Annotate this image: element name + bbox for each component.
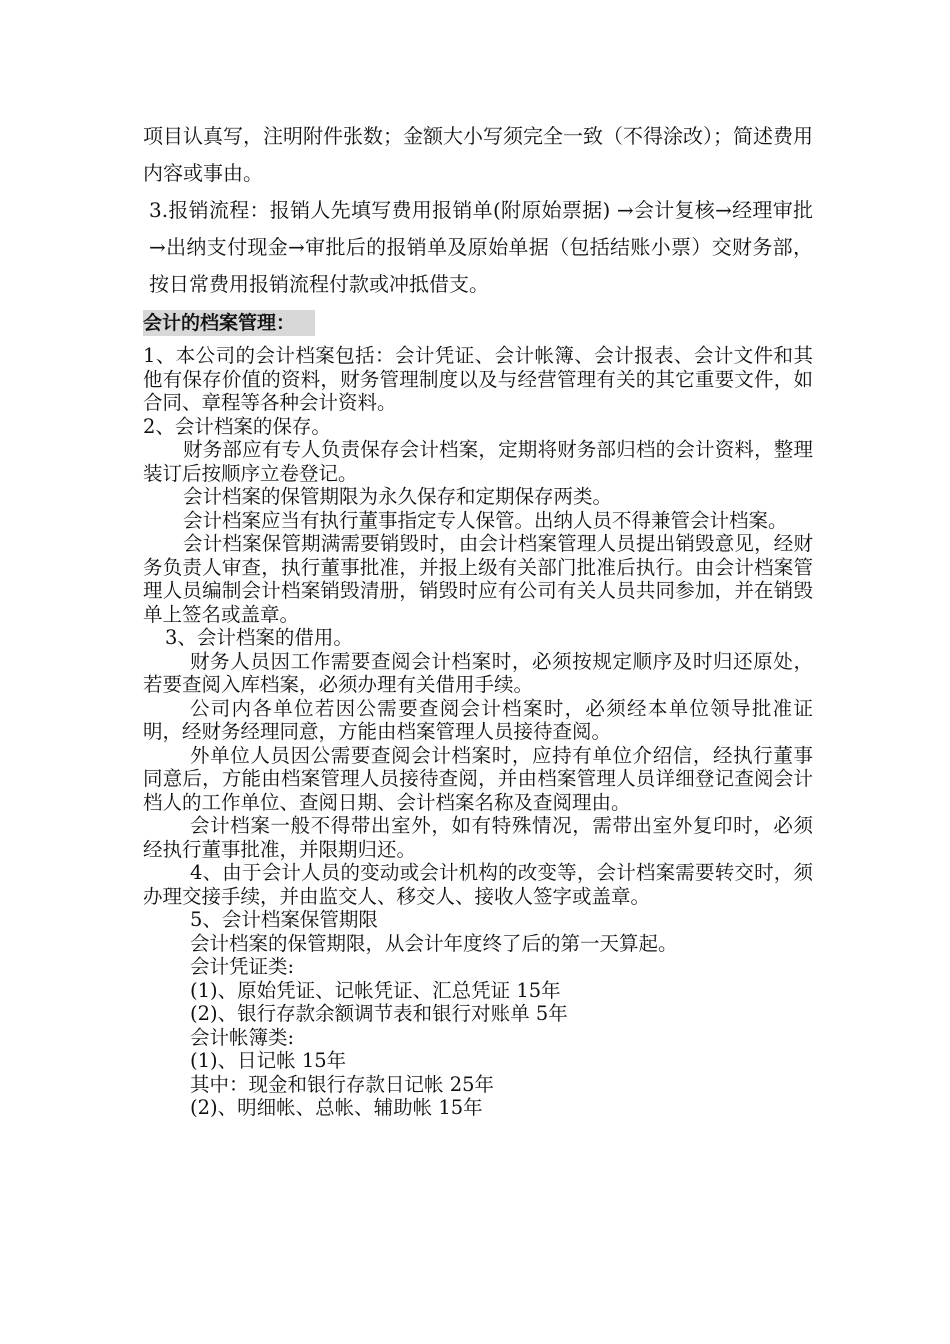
paragraph: 5、会计档案保管期限 bbox=[190, 908, 378, 931]
paragraph: 4、由于会计人员的变动或会计机构的改变等，会计档案需要转交时，须办理交接手续，并由监交人、移交人、接收人签字或盖章。 bbox=[143, 861, 813, 908]
paragraph: 项目认真写，注明附件张数；金额大小写须完全一致（不得涂改）；简述费用内容或事由。 bbox=[143, 124, 813, 185]
paragraph: 1、本公司的会计档案包括：会计凭证、会计帐簿、会计报表、会计文件和其他有保存价值的资料，财务管理制度以及与经营管理有关的其它重要文件，如合同、章程等各种会计资料。 bbox=[143, 344, 813, 414]
paragraph: 会计档案的保管期限为永久保存和定期保存两类。 bbox=[183, 485, 613, 508]
list-item: (2)、银行存款余额调节表和银行对账单 5年 bbox=[190, 1002, 568, 1025]
section-heading: 会计的档案管理： bbox=[143, 310, 315, 336]
paragraph: 会计帐簿类: bbox=[190, 1025, 295, 1049]
paragraph: 会计档案应当有执行董事指定专人保管。出纳人员不得兼管会计档案。 bbox=[183, 508, 788, 532]
paragraph: 会计档案的保管期限，从会计年度终了后的第一天算起。 bbox=[190, 931, 678, 955]
paragraph: 外单位人员因公需要查阅会计档案时，应持有单位介绍信，经执行董事同意后，方能由档案管理人员接待查阅，并由档案管理人员详细登记查阅会计档人的工作单位、查阅日期、会计档案名称及查阅理由。 bbox=[143, 743, 813, 814]
paragraph: 会计凭证类: bbox=[190, 955, 295, 978]
paragraph: 财务人员因工作需要查阅会计档案时，必须按规定顺序及时归还原处，若要查阅入库档案，必须办理有关借用手续。 bbox=[143, 649, 813, 696]
list-item: 其中：现金和银行存款日记帐 25年 bbox=[190, 1072, 495, 1096]
paragraph: 2、会计档案的保存。 bbox=[143, 414, 331, 438]
paragraph: 公司内各单位若因公需要查阅会计档案时，必须经本单位领导批准证明，经财务经理同意，方能由档案管理人员接待查阅。 bbox=[143, 696, 813, 743]
archive-management-section bbox=[143, 344, 813, 1120]
reimbursement-section bbox=[143, 118, 813, 303]
paragraph: 财务部应有专人负责保存会计档案，定期将财务部归档的会计资料，整理装订后按顺序立卷登记。 bbox=[143, 438, 813, 485]
list-item: (1)、原始凭证、记帐凭证、汇总凭证 15年 bbox=[190, 978, 561, 1002]
paragraph: 3、会计档案的借用。 bbox=[165, 626, 353, 649]
paragraph: 会计档案一般不得带出室外，如有特殊情况，需带出室外复印时，必须经执行董事批准，并限期归还。 bbox=[143, 814, 813, 861]
paragraph: 3.报销流程：报销人先填写费用报销单(附原始票据) →会计复核→经理审批→出纳支付现金→审批后的报销单及原始单据（包括结账小票）交财务部，按日常费用报销流程付款或冲抵借支。 bbox=[149, 198, 813, 296]
paragraph: 会计档案保管期满需要销毁时，由会计档案管理人员提出销毁意见，经财务负责人审查，执行董事批准，并报上级有关部门批准后执行。由会计档案管理人员编制会计档案销毁清册，销毁时应有公司有关人员共同参加，并在销毁单上签名或盖章。 bbox=[143, 532, 813, 626]
list-item: (2)、明细帐、总帐、辅助帐 15年 bbox=[190, 1096, 483, 1119]
list-item: (1)、日记帐 15年 bbox=[190, 1049, 347, 1072]
